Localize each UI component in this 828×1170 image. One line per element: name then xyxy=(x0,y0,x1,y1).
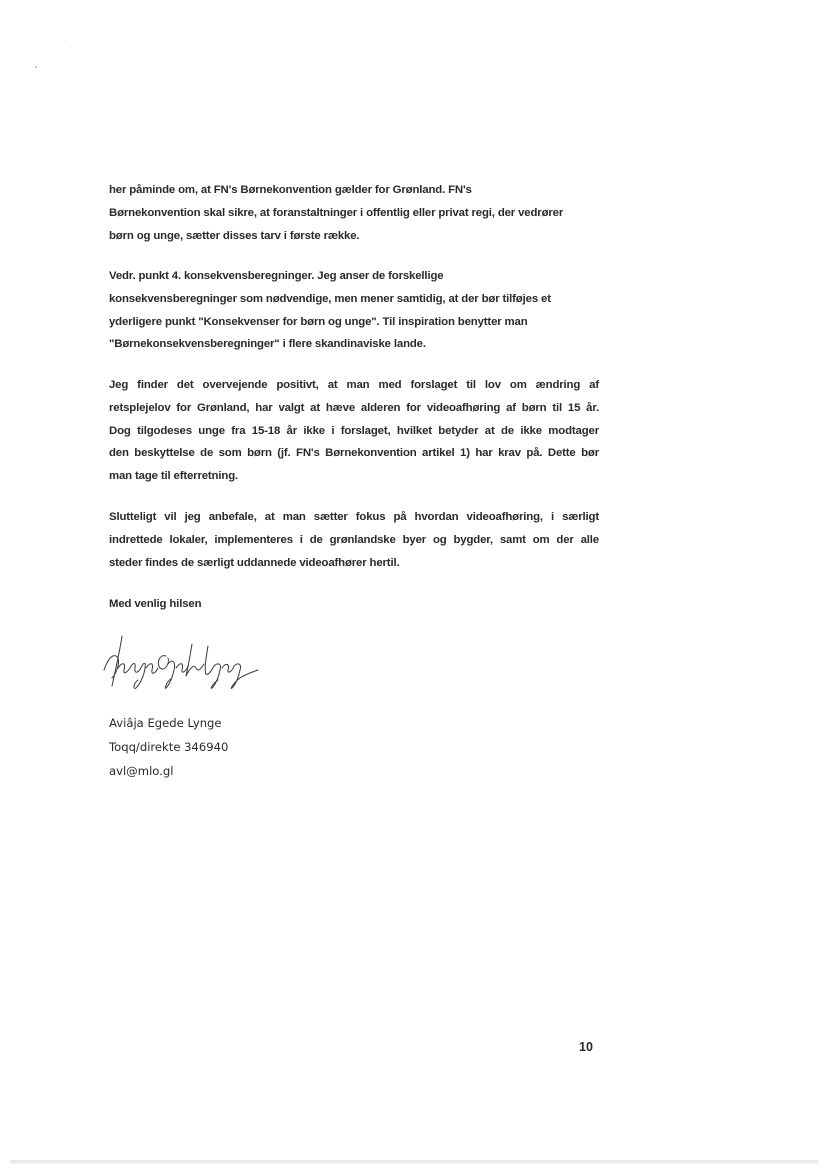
paragraph-4 xyxy=(109,506,599,574)
paragraph-3 xyxy=(109,374,599,488)
scan-speck xyxy=(64,40,65,41)
paragraph-line: den beskyttelse de som børn (jf. FN's Børnekonvention artikel 1) har krav på. Dette bør xyxy=(109,447,599,460)
closing-greeting xyxy=(109,593,201,616)
page-number: 10 xyxy=(579,1040,593,1054)
paragraph-line: Vedr. punkt 4. konsekvensberegninger. Jeg anser de forskellige xyxy=(109,270,444,282)
paragraph-2 xyxy=(109,265,551,356)
paragraph-line: konsekvensberegninger som nødvendige, men mener samtidig, at der bør tilføjes et xyxy=(109,292,551,305)
closing-line: Med venlig hilsen xyxy=(109,598,202,610)
paragraph-line: steder findes de særligt uddannede videoafhører hertil. xyxy=(109,556,400,569)
contact-email: avl@mlo.gl xyxy=(109,764,174,778)
paragraph-1 xyxy=(109,179,597,247)
paragraph-line: Jeg finder det overvejende positivt, at man med forslaget til lov om ændring af xyxy=(109,379,599,391)
paragraph-line: børn og unge, sætter disses tarv i første række. xyxy=(109,229,360,242)
paragraph-line: man tage til efterretning. xyxy=(109,470,239,483)
scan-speck xyxy=(35,66,37,68)
paragraph-line: retsplejelov for Grønland, har valgt at hæve alderen for videoafhøring af børn til 15 år. xyxy=(109,401,599,414)
contact-phone: Toqq/direkte 346940 xyxy=(109,740,229,754)
paragraph-line: indrettede lokaler, implementeres i de grønlandske byer og bygder, samt om der alle xyxy=(109,533,599,546)
paragraph-line: Børnekonvention skal sikre, at foranstaltninger i offentlig eller privat regi, der vedrører xyxy=(109,206,564,219)
handwritten-signature-icon xyxy=(100,628,260,698)
contact-name: Aviâja Egede Lynge xyxy=(109,716,222,730)
paragraph-line: yderligere punkt "Konsekvenser for børn og unge". Til inspiration benytter man xyxy=(109,315,528,328)
paragraph-line: Dog tilgodeses unge fra 15-18 år ikke i forslaget, hvilket betyder at de ikke modtager xyxy=(109,424,599,437)
paragraph-line: "Børnekonsekvensberegninger" i flere skandinaviske lande. xyxy=(109,338,426,351)
paragraph-line: Slutteligt vil jeg anbefale, at man sætter fokus på hvordan videoafhøring, i særligt xyxy=(109,511,599,523)
paragraph-line: her påminde om, at FN's Børnekonvention gælder for Grønland. FN's xyxy=(109,184,472,196)
contact-block xyxy=(109,712,228,782)
scan-bottom-edge xyxy=(10,1160,818,1164)
